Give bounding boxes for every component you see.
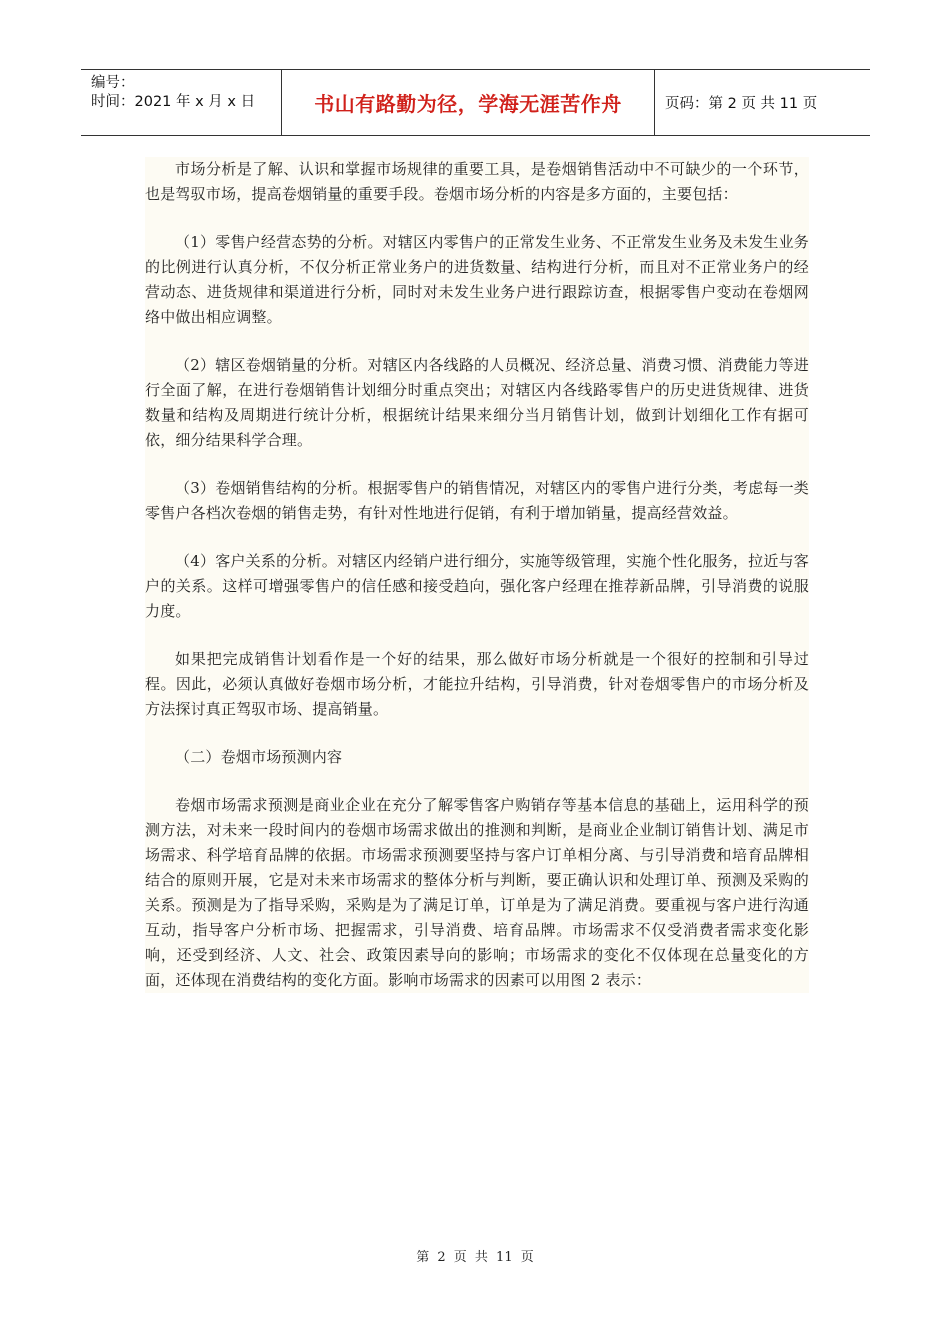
page-footer: 第 2 页 共 11 页 <box>416 1250 534 1265</box>
document-body <box>145 157 809 993</box>
section-heading-forecast: （二）卷烟市场预测内容 <box>175 748 343 766</box>
paragraph-customer-relations-analysis: （4）客户关系的分析。对辖区内经销户进行细分，实施等级管理，实施个性化服务，拉近与客户的关系。这样可增强零售户的信任感和接受趋向，强化客户经理在推荐新品牌，引导消费的说服力度。 <box>145 552 809 620</box>
header-meta <box>81 70 281 135</box>
paragraph-demand-forecast: 卷烟市场需求预测是商业企业在充分了解零售客户购销存等基本信息的基础上，运用科学的预测方法，对未来一段时间内的卷烟市场需求做出的推测和判断，是商业企业制订销售计划、满足市场需求、科学培育品牌的依据。市场需求预测要坚持与客户订单相分离、与引导消费和培育品牌相结合的原则开展，它是对未来市场需求的整体分析与判断，要正确认识和处理订单、预测及采购的关系。预测是为了指导采购，采购是为了满足订单，订单是为了满足消费。要重视与客户进行沟通互动，指导客户分析市场、把握需求，引导消费、培育品牌。市场需求不仅受消费者需求变化影响，还受到经济、人文、社会、政策因素导向的影响；市场需求的变化不仅体现在总量变化的方面，还体现在消费结构的变化方面。影响市场需求的因素可以用图 2 表示： <box>145 796 809 989</box>
document-number-label: 编号： <box>91 75 135 91</box>
paragraph-sales-volume-analysis: （2）辖区卷烟销量的分析。对辖区内各线路的人员概况、经济总量、消费习惯、消费能力等进行全面了解，在进行卷烟销售计划细分时重点突出；对辖区内各线路零售户的历史进货规律、进货数量和结构及周期进行统计分析，根据统计结果来细分当月销售计划，做到计划细化工作有据可依，细分结果科学合理。 <box>145 356 809 449</box>
document-date: 时间：2021 年 x 月 x 日 <box>91 94 256 110</box>
page-header <box>81 69 870 136</box>
header-motto: 书山有路勤为径，学海无涯苦作舟 <box>281 70 655 135</box>
header-page-info: 页码：第 2 页 共 11 页 <box>665 96 818 112</box>
paragraph-conclusion: 如果把完成销售计划看作是一个好的结果，那么做好市场分析就是一个很好的控制和引导过程。因此，必须认真做好卷烟市场分析，才能拉升结构，引导消费，针对卷烟零售户的市场分析及方法探讨真正驾驭市场、提高销量。 <box>145 650 809 718</box>
paragraph-retailer-analysis: （1）零售户经营态势的分析。对辖区内零售户的正常发生业务、不正常发生业务及未发生业务的比例进行认真分析，不仅分析正常业务户的进货数量、结构进行分析，而且对不正常业务户的经营动态、进货规律和渠道进行分析，同时对未发生业务户进行跟踪访查，根据零售户变动在卷烟网络中做出相应调整。 <box>145 233 809 326</box>
paragraph-sales-structure-analysis: （3）卷烟销售结构的分析。根据零售户的销售情况，对辖区内的零售户进行分类，考虑每一类零售户各档次卷烟的销售走势，有针对性地进行促销，有利于增加销量，提高经营效益。 <box>145 479 809 522</box>
paragraph-intro: 市场分析是了解、认识和掌握市场规律的重要工具，是卷烟销售活动中不可缺少的一个环节，也是驾驭市场，提高卷烟销量的重要手段。卷烟市场分析的内容是多方面的，主要包括： <box>145 160 809 203</box>
